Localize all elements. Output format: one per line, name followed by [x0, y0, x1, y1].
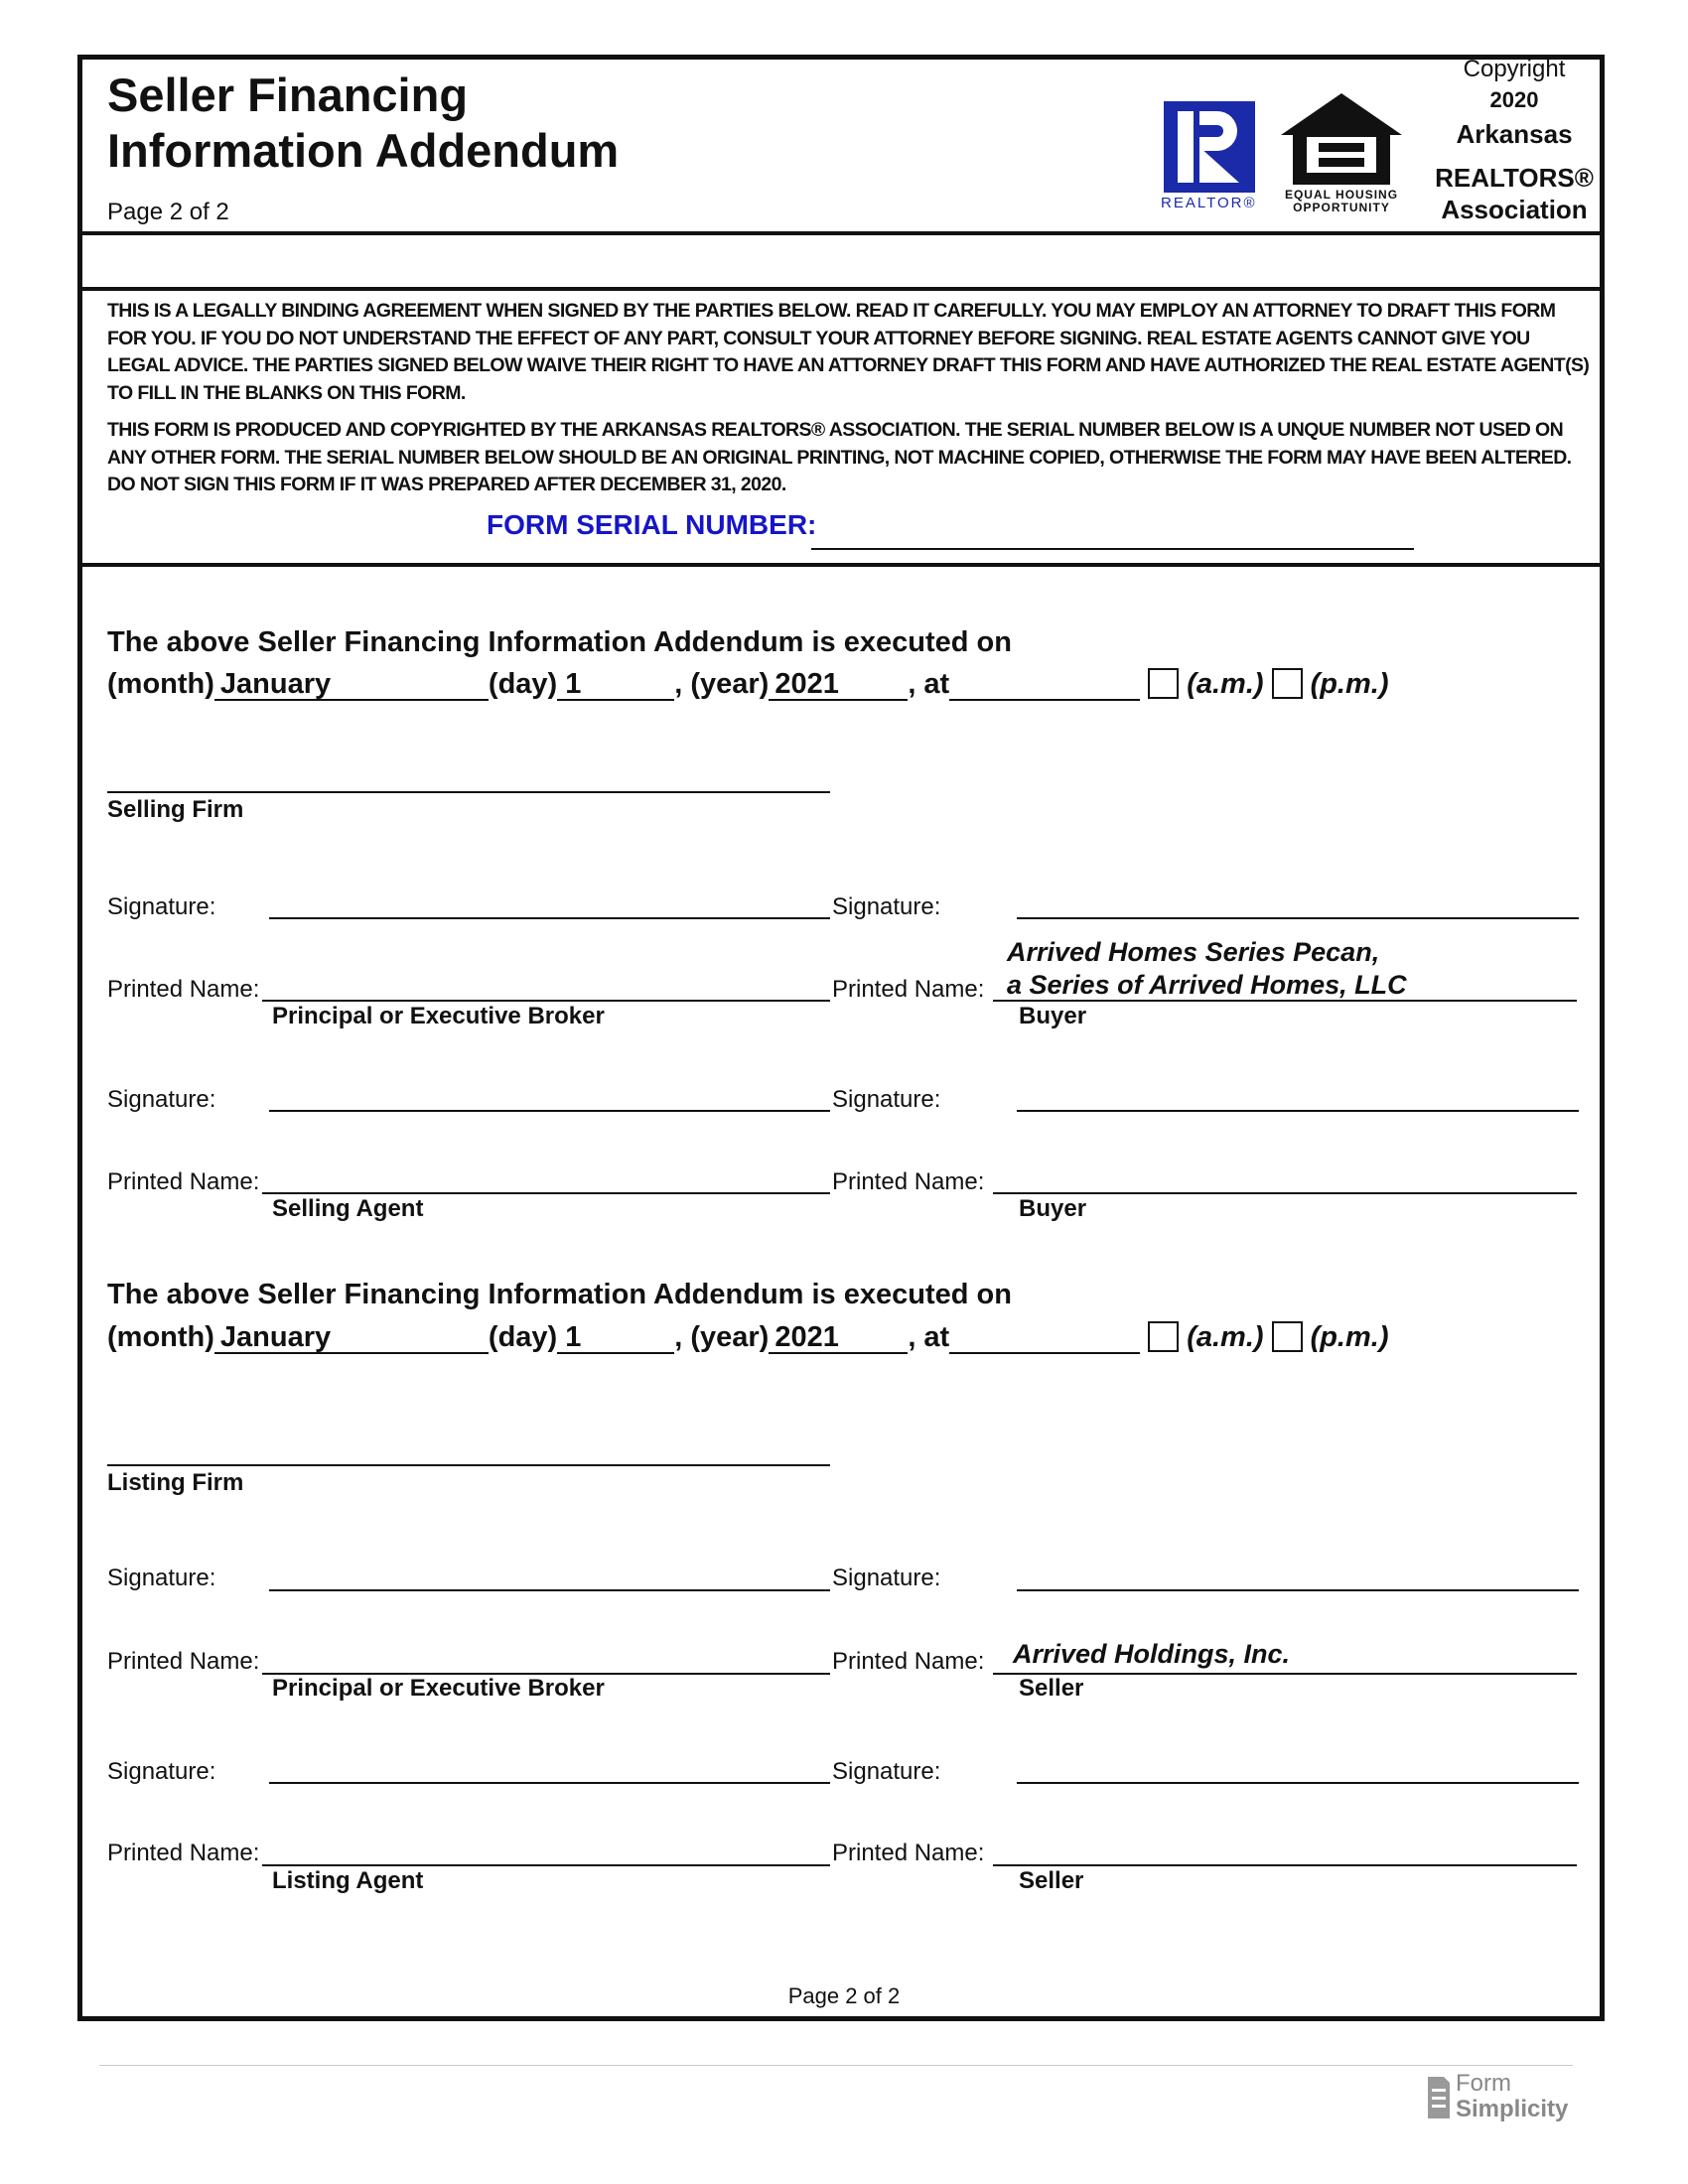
title-line: Seller Financing: [107, 68, 469, 121]
pm-label: (p.m.): [1310, 668, 1389, 700]
seller-label: Seller: [1019, 1867, 1084, 1894]
printed-name-label: Printed Name:: [832, 1648, 985, 1675]
document-icon: [1426, 2075, 1452, 2120]
buyer-label: Buyer: [1019, 1195, 1087, 1222]
printed-name-label: Printed Name:: [107, 976, 260, 1003]
printed-name-label: Printed Name:: [107, 1168, 260, 1195]
page-number: Page 2 of 2: [107, 199, 229, 225]
printed-name-label: Printed Name:: [832, 1840, 985, 1866]
eho-line: EQUAL HOUSING: [1284, 188, 1399, 202]
copyright-notice: THIS FORM IS PRODUCED AND COPYRIGHTED BY THE ARKANSAS REALTORS® ASSOCIATION. THE SERIAL NUMBER BELOW IS A UNQUE NUMBER NOT USED ON ANY OTHER FORM. THE SERIAL NUMBER BELOW SHOULD BE AN ORIGINAL PRINTING, NOT MACHINE COPIED, OTHERWISE THE FORM MAY HAVE BEEN ALTERED. DO NOT SIGN THIS FORM IF IT WAS PREPARED AFTER DECEMBER 31, 2020.: [107, 419, 1572, 495]
seller-label: Seller: [1019, 1675, 1084, 1702]
signature-label: Signature:: [832, 1086, 941, 1113]
listing-firm-field[interactable]: [107, 1464, 830, 1466]
signature-label: Signature:: [107, 1758, 216, 1785]
year-label: , (year): [674, 668, 770, 700]
am-checkbox[interactable]: [1148, 668, 1179, 699]
at-label: , at: [908, 1321, 950, 1353]
legal-notice: THIS IS A LEGALLY BINDING AGREEMENT WHEN SIGNED BY THE PARTIES BELOW. READ IT CAREFULLY. YOU MAY EMPLOY AN ATTORNEY TO DRAFT THIS FORM FOR YOU. IF YOU DO NOT UNDERSTAND THE EFFECT OF ANY PART, CONSULT YOUR ATTORNEY BEFORE SIGNING. REAL ESTATE AGENTS CANNOT GIVE YOU LEGAL ADVICE. THE PARTIES SIGNED BELOW WAIVE THEIR RIGHT TO HAVE AN ATTORNEY DRAFT THIS FORM AND HAVE AUTHORIZED THE REAL ESTATE AGENT(S) TO FILL IN THE BLANKS ON THIS FORM.: [107, 300, 1590, 404]
seller-name-value: Arrived Holdings, Inc.: [1013, 1639, 1291, 1669]
copyright-year: 2020: [1489, 87, 1539, 112]
printed-name-label: Printed Name:: [107, 1840, 260, 1866]
broker-label: Principal or Executive Broker: [272, 1675, 605, 1702]
agent-name-field[interactable]: [262, 1192, 830, 1194]
year-value: 2021: [774, 1321, 839, 1353]
signature-label: Signature:: [832, 893, 941, 920]
month-label: (month): [107, 1321, 214, 1353]
signature-label: Signature:: [832, 1565, 941, 1591]
signature-label: Signature:: [107, 893, 216, 920]
realtor-logo: [1164, 101, 1255, 193]
month-value: January: [219, 1321, 332, 1353]
signature-label: Signature:: [107, 1565, 216, 1591]
time-field[interactable]: [949, 1322, 1140, 1354]
month-field[interactable]: [214, 1322, 489, 1354]
execution-heading: The above Seller Financing Information Addendum is executed on: [107, 1279, 1012, 1310]
agent-label: Selling Agent: [272, 1195, 424, 1222]
selling-firm-label: Selling Firm: [107, 796, 244, 823]
divider: [82, 563, 1600, 567]
divider: [82, 231, 1600, 235]
pm-label: (p.m.): [1310, 1321, 1389, 1353]
brand-logo: [1456, 2071, 1568, 2122]
agent-label: Listing Agent: [272, 1867, 424, 1894]
year-value: 2021: [774, 668, 839, 700]
serial-label: FORM SERIAL NUMBER:: [487, 508, 817, 540]
eho-line: OPPORTUNITY: [1293, 201, 1390, 214]
day-label: (day): [488, 1321, 558, 1353]
am-label: (a.m.): [1187, 668, 1264, 700]
printed-name-label: Printed Name:: [107, 1648, 260, 1675]
title-line: Information Addendum: [107, 124, 620, 177]
equal-housing-icon: [1279, 91, 1404, 187]
copyright-label: Copyright: [1463, 56, 1566, 82]
day-field[interactable]: [557, 669, 674, 701]
signature-label: Signature:: [832, 1758, 941, 1785]
day-field[interactable]: [557, 1322, 674, 1354]
signature-label: Signature:: [107, 1086, 216, 1113]
footer-divider: [99, 2065, 1573, 2066]
broker-label: Principal or Executive Broker: [272, 1003, 605, 1029]
pm-checkbox[interactable]: [1272, 668, 1303, 699]
selling-firm-field[interactable]: [107, 791, 830, 793]
pm-checkbox[interactable]: [1272, 1321, 1303, 1352]
listing-firm-label: Listing Firm: [107, 1469, 244, 1496]
execution-heading: The above Seller Financing Information Addendum is executed on: [107, 626, 1012, 658]
seller-signature-field[interactable]: [1017, 1782, 1579, 1784]
equal-housing-text: [1279, 189, 1404, 214]
footer-page-number: Page 2 of 2: [787, 1983, 901, 2008]
buyer-name-value: Arrived Homes Series Pecan,: [1007, 937, 1380, 967]
broker-signature-field[interactable]: [269, 1589, 830, 1591]
printed-name-label: Printed Name:: [832, 976, 985, 1003]
month-label: (month): [107, 668, 214, 700]
seller-name-field[interactable]: [993, 1864, 1577, 1866]
year-field[interactable]: [769, 1322, 908, 1354]
year-label: , (year): [674, 1321, 770, 1353]
agent-name-field[interactable]: [262, 1864, 830, 1866]
buyer-name-field[interactable]: [993, 1000, 1577, 1002]
org-name: REALTORS®: [1435, 163, 1594, 193]
buyer-name-field[interactable]: [993, 1192, 1577, 1194]
broker-name-field[interactable]: [262, 1000, 830, 1002]
seller-signature-field[interactable]: [1017, 1589, 1579, 1591]
buyer-signature-field[interactable]: [1017, 917, 1579, 919]
buyer-signature-field[interactable]: [1017, 1110, 1579, 1112]
day-value: 1: [565, 668, 582, 700]
buyer-label: Buyer: [1019, 1003, 1087, 1029]
am-checkbox[interactable]: [1148, 1321, 1179, 1352]
day-value: 1: [565, 1321, 582, 1353]
agent-signature-field[interactable]: [269, 1110, 830, 1112]
agent-signature-field[interactable]: [269, 1782, 830, 1784]
month-value: January: [219, 668, 332, 700]
brand-line: Form: [1456, 2070, 1511, 2097]
month-field[interactable]: [214, 669, 489, 701]
at-label: , at: [908, 668, 950, 700]
page-title: [107, 68, 619, 179]
year-field[interactable]: [769, 669, 908, 701]
broker-signature-field[interactable]: [269, 917, 830, 919]
brand-line: Simplicity: [1456, 2096, 1569, 2122]
org-name: Arkansas: [1456, 119, 1573, 149]
am-label: (a.m.): [1187, 1321, 1264, 1353]
day-label: (day): [488, 668, 558, 700]
divider: [82, 287, 1600, 291]
execution-date-line: [107, 1320, 1389, 1354]
execution-date-line: [107, 667, 1389, 701]
printed-name-label: Printed Name:: [832, 1168, 985, 1195]
time-field[interactable]: [949, 669, 1140, 701]
buyer-name-value: a Series of Arrived Homes, LLC: [1007, 970, 1407, 1000]
realtor-logo-text: REALTOR®: [1161, 195, 1257, 211]
legal-section: [107, 298, 1597, 541]
org-name: Association: [1441, 195, 1588, 224]
serial-number-field[interactable]: [811, 548, 1414, 550]
